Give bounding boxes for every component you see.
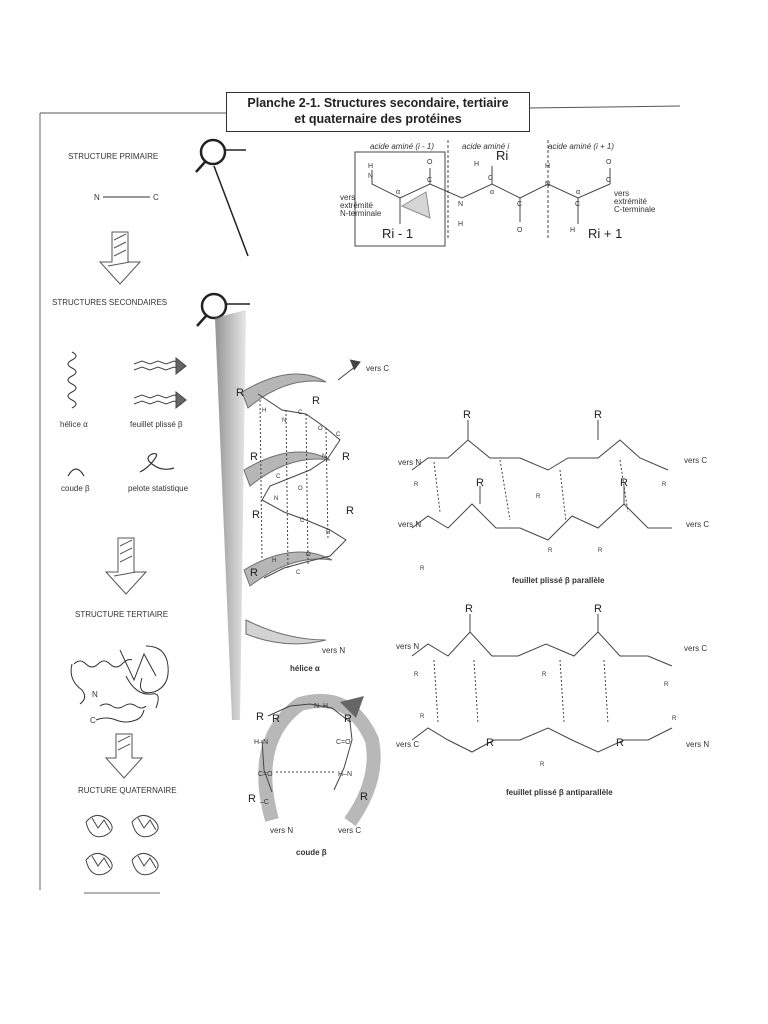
sheet-label: feuillet plissé β [130,420,183,429]
svg-text:R: R [256,711,264,723]
title-line-2: et quaternaire des protéines [294,112,462,126]
antiparallel-vers-c-bottom: vers C [396,740,420,749]
svg-text:R: R [414,672,419,678]
svg-text:α: α [576,189,581,196]
primary-n-label: N [94,193,100,202]
quaternary-structure-label: RUCTURE QUATERNAIRE [78,786,177,795]
antiparallel-caption: feuillet plissé β antiparallèle [506,788,613,797]
svg-text:H: H [545,163,551,170]
svg-text:H: H [262,408,267,414]
svg-text:C: C [336,432,341,438]
parallel-vers-c-top: vers C [684,456,708,465]
svg-text:α: α [396,189,401,196]
svg-text:H–N: H–N [338,771,353,778]
svg-text:C: C [517,201,523,208]
svg-text:R: R [664,682,669,688]
svg-text:R: R [342,451,350,463]
title-line-1: Planche 2-1. Structures secondaire, tertiaire [247,96,509,110]
coil-label: pelote statistique [128,484,189,493]
svg-text:N: N [545,181,551,188]
svg-text:N: N [458,201,464,208]
svg-text:H: H [326,530,331,536]
svg-text:H–N: H–N [254,739,269,746]
svg-text:R: R [236,387,244,399]
svg-text:R: R [620,477,628,489]
svg-text:R: R [250,451,258,463]
r-next-label: Ri + 1 [588,226,623,241]
svg-text:C: C [298,410,303,416]
svg-text:R: R [476,477,484,489]
svg-text:N: N [274,496,279,502]
tertiary-c-label: C [90,716,96,725]
parallel-caption: feuillet plissé β parallèle [512,576,605,585]
parallel-vers-n-top: vers N [398,458,422,467]
aa-i-label: acide aminé i [462,142,510,151]
svg-text:O: O [298,486,303,492]
svg-text:C=O: C=O [336,739,351,746]
svg-text:C: C [575,201,581,208]
svg-text:R: R [414,482,419,488]
n-terminal-label: vers extrémité N-terminale [340,193,382,218]
svg-text:N: N [282,418,287,424]
svg-text:R: R [542,672,547,678]
svg-text:N–H: N–H [314,703,329,710]
svg-text:R: R [594,409,602,421]
svg-text:R: R [672,716,677,722]
svg-text:N: N [368,173,374,180]
svg-text:C: C [276,474,281,480]
primary-structure-label: STRUCTURE PRIMAIRE [68,152,159,161]
svg-text:–C: –C [260,799,269,806]
turn-vers-c: vers C [338,826,362,835]
secondary-structures-label: STRUCTURES SECONDAIRES [52,298,168,307]
svg-text:C: C [606,177,612,184]
turn-label: coude β [61,484,90,493]
svg-text:R: R [486,737,494,749]
svg-text:H: H [570,227,576,234]
helix-caption: hélice α [290,664,320,673]
svg-text:C: C [300,518,305,524]
helix-vers-c: vers C [366,364,390,373]
svg-text:C: C [296,570,301,576]
svg-text:C: C [427,177,433,184]
svg-text:R: R [616,737,624,749]
svg-text:R: R [540,762,545,768]
antiparallel-vers-c-top: vers C [684,644,708,653]
svg-text:R: R [594,603,602,615]
svg-text:R: R [465,603,473,615]
r-i-label: Ri [496,148,509,163]
r-prev-label: Ri - 1 [382,226,414,241]
svg-text:R: R [344,713,352,725]
svg-text:R: R [272,713,280,725]
turn-caption: coude β [296,848,327,857]
primary-c-label: C [153,193,159,202]
svg-text:H: H [474,161,480,168]
svg-text:R: R [248,793,256,805]
svg-text:H: H [272,558,277,564]
helix-label: hélice α [60,420,88,429]
svg-text:R: R [536,494,541,500]
svg-text:R: R [463,409,471,421]
svg-text:R: R [360,791,368,803]
turn-vers-n: vers N [270,826,294,835]
antiparallel-vers-n-top: vers N [396,642,420,651]
aa-prev-label: acide aminé (i - 1) [370,142,435,151]
parallel-vers-c-bottom: vers C [686,520,710,529]
svg-text:α: α [490,189,495,196]
svg-text:R: R [252,509,260,521]
antiparallel-vers-n-bottom: vers N [686,740,710,749]
parallel-vers-n-bottom: vers N [398,520,422,529]
svg-text:O: O [606,159,612,166]
svg-text:O: O [517,227,523,234]
svg-text:O: O [318,426,323,432]
tertiary-structure-label: STRUCTURE TERTIAIRE [75,610,169,619]
svg-text:R: R [598,548,603,554]
svg-text:O: O [306,552,311,558]
svg-text:R: R [346,505,354,517]
svg-text:O: O [427,159,433,166]
helix-vers-n: vers N [322,646,346,655]
c-terminal-label: vers extrémité C-terminale [614,189,656,214]
svg-text:R: R [662,482,667,488]
svg-text:H: H [368,163,374,170]
svg-text:R: R [312,395,320,407]
svg-text:R: R [420,714,425,720]
svg-text:H: H [458,221,464,228]
tertiary-n-label: N [92,690,98,699]
svg-text:R: R [548,548,553,554]
svg-text:C=O: C=O [258,771,273,778]
svg-text:N: N [322,454,327,460]
svg-text:R: R [250,567,258,579]
svg-text:C: C [488,175,494,182]
svg-text:R: R [420,566,425,572]
aa-next-label: acide aminé (i + 1) [548,142,615,151]
